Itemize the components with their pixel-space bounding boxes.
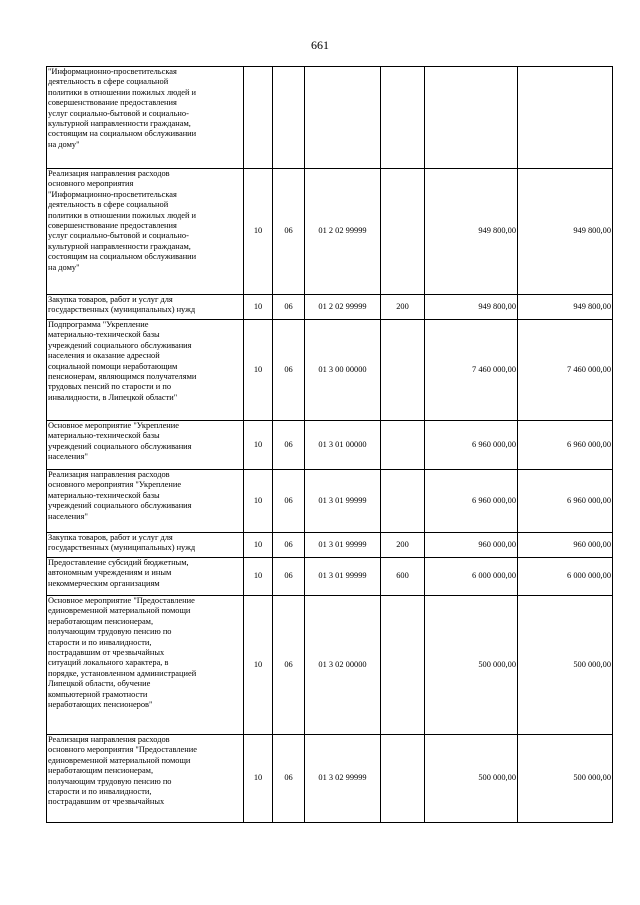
table-row	[47, 470, 613, 533]
row-name-cell: Основное мероприятие "Укрепление материально-технической базы учреждений социального обслуживания населения"	[47, 421, 244, 470]
amount-cell: 6 960 000,00	[518, 470, 613, 533]
section-cell: 10	[244, 295, 273, 320]
subsection-cell: 06	[273, 596, 305, 735]
target-item-cell: 01 3 00 00000	[305, 320, 381, 421]
amount-cell: 7 460 000,00	[518, 320, 613, 421]
table-row	[47, 533, 613, 558]
row-name-cell: Предоставление субсидий бюджетным, автономным учреждениям и иным некоммерческим организациям	[47, 558, 244, 596]
subsection-cell: 06	[273, 295, 305, 320]
subsection-cell: 06	[273, 533, 305, 558]
row-name-cell: "Информационно-просветительская деятельность в сфере социальной политики в отношении пожилых людей и совершенствование предоставления услуг социально-бытовой и социально- культурной направленности гражданам, состоящим на социальном обслуживании на дому"	[47, 67, 244, 169]
expense-type-cell	[381, 169, 425, 295]
row-name-cell: Подпрограмма "Укрепление материально-технической базы учреждений социального обслуживания населения и оказание адресной социальной помощи неработающим пенсионерам, являющимся получателями трудовых пенсий по старости и по инвалидности, в Липецкой области"	[47, 320, 244, 421]
expense-type-cell	[381, 470, 425, 533]
subsection-cell: 06	[273, 470, 305, 533]
amount-cell: 500 000,00	[518, 596, 613, 735]
amount-cell: 949 800,00	[518, 169, 613, 295]
target-item-cell: 01 3 02 99999	[305, 735, 381, 823]
subsection-cell	[273, 67, 305, 169]
section-cell: 10	[244, 421, 273, 470]
section-cell: 10	[244, 533, 273, 558]
subsection-cell: 06	[273, 169, 305, 295]
target-item-cell: 01 2 02 99999	[305, 169, 381, 295]
amount-cell: 500 000,00	[518, 735, 613, 823]
amount-cell: 949 800,00	[425, 295, 518, 320]
target-item-cell: 01 3 01 00000	[305, 421, 381, 470]
table-row	[47, 735, 613, 823]
amount-cell: 500 000,00	[425, 596, 518, 735]
subsection-cell: 06	[273, 558, 305, 596]
amount-cell: 960 000,00	[425, 533, 518, 558]
subsection-cell: 06	[273, 421, 305, 470]
table-row	[47, 558, 613, 596]
target-item-cell: 01 2 02 99999	[305, 295, 381, 320]
expense-type-cell	[381, 320, 425, 421]
amount-cell: 6 960 000,00	[425, 421, 518, 470]
subsection-cell: 06	[273, 735, 305, 823]
section-cell	[244, 67, 273, 169]
table-row	[47, 67, 613, 169]
row-name-cell: Реализация направления расходов основного мероприятия "Укрепление материально-технической базы учреждений социального обслуживания населения"	[47, 470, 244, 533]
section-cell: 10	[244, 169, 273, 295]
amount-cell: 949 800,00	[518, 295, 613, 320]
section-cell: 10	[244, 320, 273, 421]
amount-cell: 6 960 000,00	[518, 421, 613, 470]
subsection-cell: 06	[273, 320, 305, 421]
table-row	[47, 295, 613, 320]
table-row	[47, 596, 613, 735]
amount-cell: 949 800,00	[425, 169, 518, 295]
table-row	[47, 421, 613, 470]
expense-type-cell: 200	[381, 533, 425, 558]
table-row	[47, 320, 613, 421]
expense-type-cell	[381, 67, 425, 169]
expense-type-cell: 200	[381, 295, 425, 320]
target-item-cell: 01 3 01 99999	[305, 470, 381, 533]
amount-cell	[425, 67, 518, 169]
table-row	[47, 169, 613, 295]
target-item-cell: 01 3 01 99999	[305, 558, 381, 596]
row-name-cell: Основное мероприятие "Предоставление единовременной материальной помощи неработающим пенсионерам, получающим трудовую пенсию по старости и по инвалидности, пострадавшим от чрезвычайных ситуаций локального характера, в порядке, установленном администрацией Липецкой области, обучение компьютерной грамотности неработающих пенсионеров"	[47, 596, 244, 735]
row-name-cell: Закупка товаров, работ и услуг для государственных (муниципальных) нужд	[47, 295, 244, 320]
row-name-cell: Реализация направления расходов основного мероприятия "Предоставление единовременной материальной помощи неработающим пенсионерам, получающим трудовую пенсию по старости и по инвалидности, пострадавшим от чрезвычайных	[47, 735, 244, 823]
budget-table	[46, 66, 613, 823]
section-cell: 10	[244, 470, 273, 533]
amount-cell: 6 000 000,00	[425, 558, 518, 596]
target-item-cell: 01 3 01 99999	[305, 533, 381, 558]
expense-type-cell: 600	[381, 558, 425, 596]
expense-type-cell	[381, 421, 425, 470]
section-cell: 10	[244, 735, 273, 823]
section-cell: 10	[244, 596, 273, 735]
row-name-cell: Реализация направления расходов основного мероприятия "Информационно-просветительская деятельность в сфере социальной политики в отношении пожилых людей и совершенствование предоставления услуг социально-бытовой и социально- культурной направленности гражданам, состоящим на социальном обслуживании на дому"	[47, 169, 244, 295]
section-cell: 10	[244, 558, 273, 596]
amount-cell: 960 000,00	[518, 533, 613, 558]
amount-cell: 6 000 000,00	[518, 558, 613, 596]
amount-cell: 7 460 000,00	[425, 320, 518, 421]
target-item-cell: 01 3 02 00000	[305, 596, 381, 735]
page-number: 661	[311, 38, 329, 52]
row-name-cell: Закупка товаров, работ и услуг для государственных (муниципальных) нужд	[47, 533, 244, 558]
amount-cell	[518, 67, 613, 169]
amount-cell: 6 960 000,00	[425, 470, 518, 533]
expense-type-cell	[381, 596, 425, 735]
expense-type-cell	[381, 735, 425, 823]
target-item-cell	[305, 67, 381, 169]
amount-cell: 500 000,00	[425, 735, 518, 823]
